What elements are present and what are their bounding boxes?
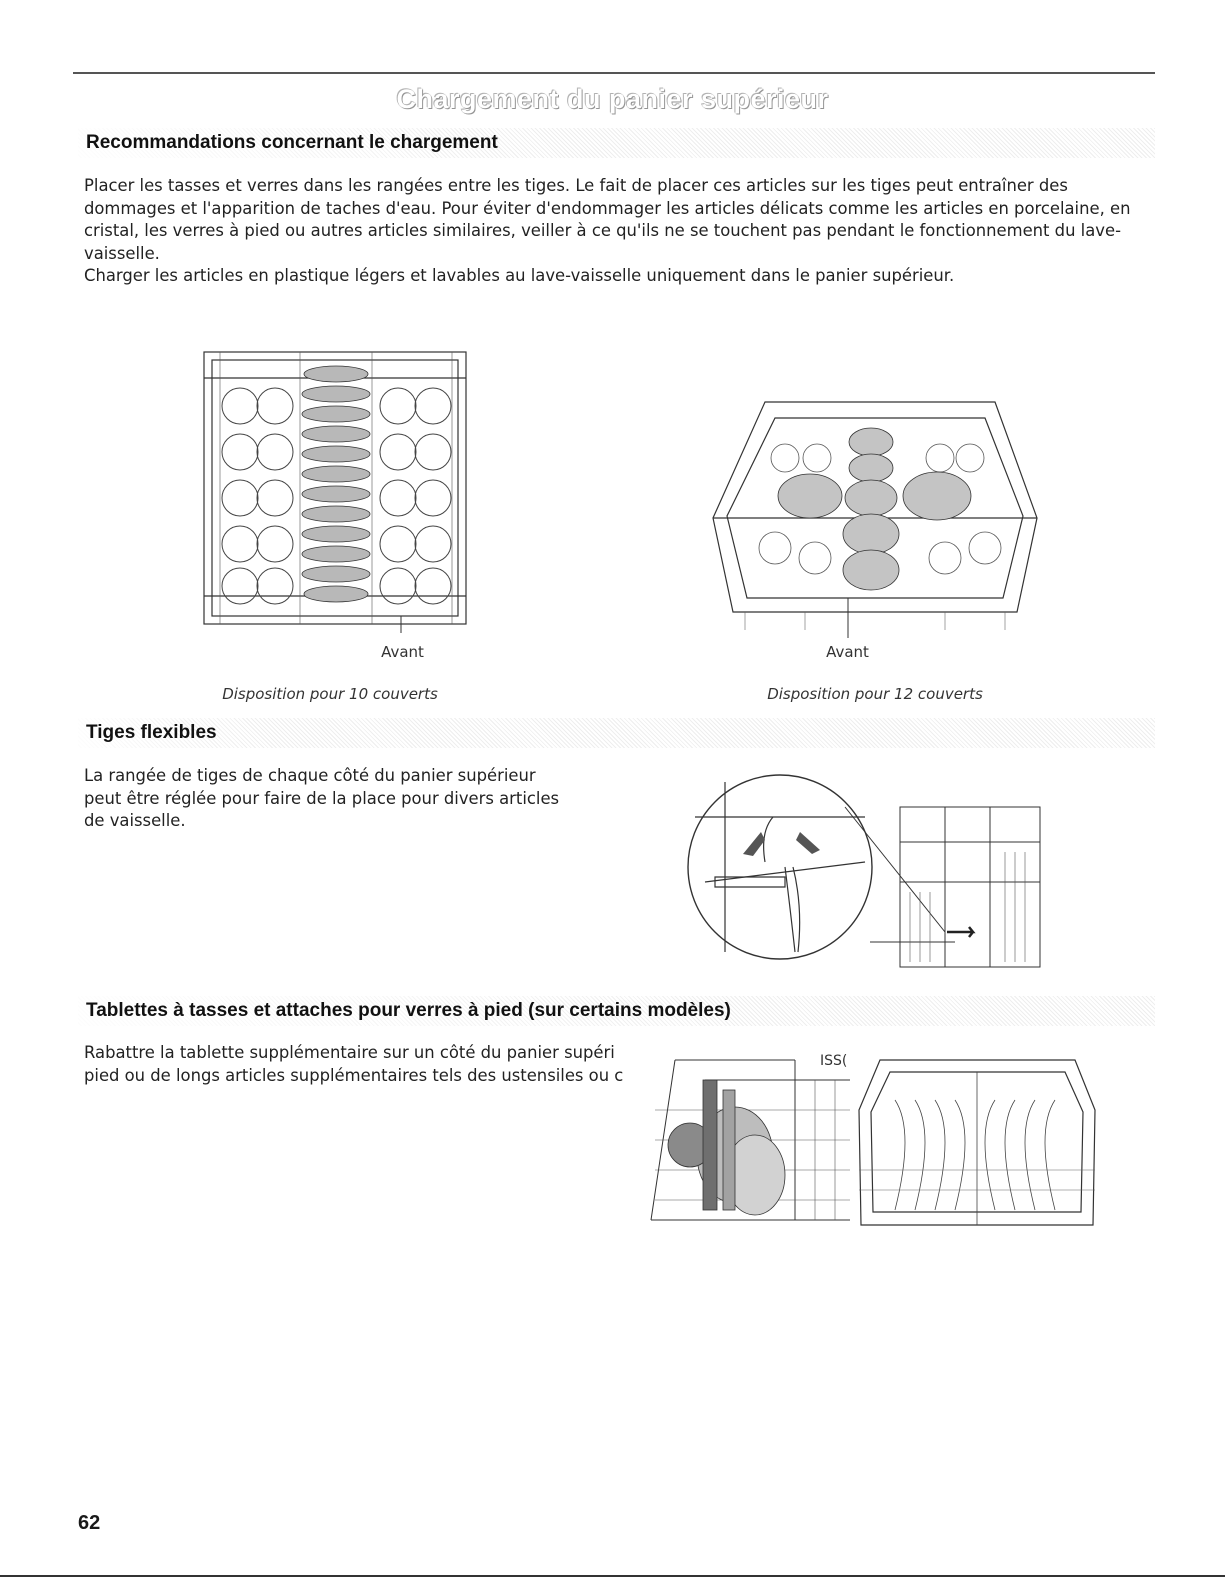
- bottom-rule: [0, 1575, 1225, 1577]
- section-band-cup-shelves: [78, 996, 1155, 1026]
- flexible-tines-illustration: [685, 772, 1045, 972]
- figure-clipped-text: ISS(: [820, 1053, 848, 1069]
- figure-caption-right: Disposition pour 12 couverts: [767, 685, 983, 703]
- rack-perspective-figure: [705, 398, 1045, 638]
- section2-paragraph: La rangée de tiges de chaque côté du panier supérieur peut être réglée pour faire de la place pour divers articles de vaisselle.: [84, 766, 560, 830]
- section3-body: [84, 1042, 634, 1087]
- section1-paragraph-1: Placer les tasses et verres dans les rangées entre les tiges. Le fait de placer ces articles sur les tiges peut entraîner des dommages et l'apparition de taches d'eau. Pour éviter d'endommager les articles délicats comme les articles en porcelaine, en cristal, les verres à pied ou autres articles similaires, veiller à ce qu'ils ne se touchent pas pendant le fonctionnement du lave-vaisselle.: [84, 176, 1131, 263]
- cup-shelf-illustration: [645, 1050, 855, 1230]
- section3-paragraph-line2: pied ou de longs articles supplémentaires tels des ustensiles ou c: [84, 1065, 624, 1085]
- flexible-tines-figure: [685, 772, 1045, 972]
- rack-top-view-illustration: [200, 348, 472, 633]
- section-band-loading-recommendations: [78, 128, 1155, 158]
- cup-shelf-figure: [645, 1050, 855, 1230]
- section-band-flexible-tines: [78, 718, 1155, 748]
- stemware-rack-figure: [855, 1050, 1100, 1230]
- section3-paragraph-line1: Rabattre la tablette supplémentaire sur un côté du panier supéri: [84, 1043, 615, 1062]
- section-heading-flexible-tines: Tiges flexibles: [78, 718, 247, 748]
- section-heading-cup-shelves: Tablettes à tasses et attaches pour verres à pied (sur certains modèles): [78, 996, 761, 1026]
- top-rule: [73, 72, 1155, 74]
- front-label-left: Avant: [381, 643, 424, 661]
- figure-caption-left: Disposition pour 10 couverts: [222, 685, 438, 703]
- front-label-right: Avant: [826, 643, 869, 661]
- section-heading-loading-recommendations: Recommandations concernant le chargement: [78, 128, 528, 158]
- section1-body: [84, 175, 1149, 288]
- stemware-rack-illustration: [855, 1050, 1100, 1230]
- rack-perspective-illustration: [705, 398, 1045, 638]
- page-number: 62: [78, 1512, 101, 1534]
- section2-body: [84, 765, 574, 833]
- section1-paragraph-2: Charger les articles en plastique légers et lavables au lave-vaisselle uniquement dans le panier supérieur.: [84, 266, 955, 285]
- rack-top-view-figure: [200, 348, 472, 633]
- page-title: Chargement du panier supérieur: [396, 84, 829, 114]
